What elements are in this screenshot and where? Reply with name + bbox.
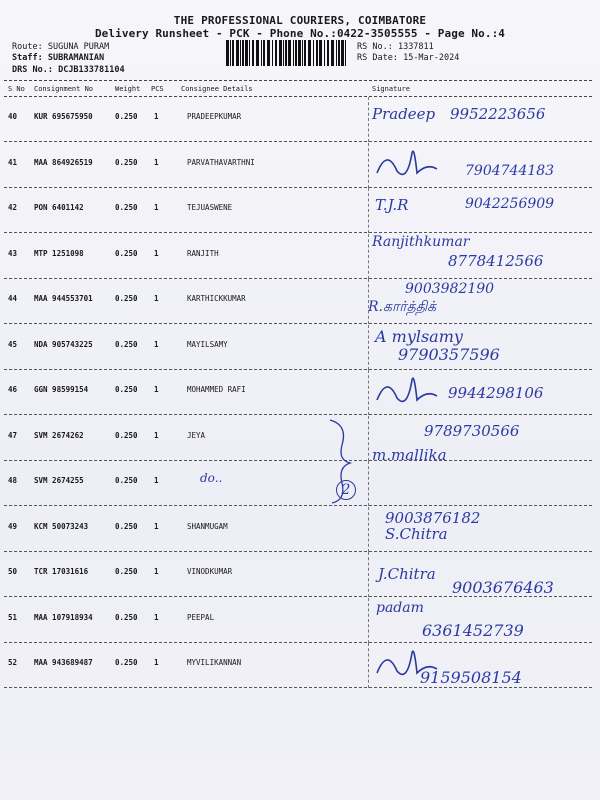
rs-date-line: [357, 53, 459, 63]
barcode-bar: [252, 40, 254, 66]
barcode-bar: [288, 40, 291, 66]
signature-text: J.Chitra: [378, 565, 436, 583]
barcode-bar: [319, 40, 322, 66]
weight: 0.250: [115, 294, 138, 303]
barcode-bar: [324, 40, 325, 66]
barcode-bar: [256, 40, 259, 66]
route-line: [12, 42, 109, 52]
signature-phone-number: 9042256909: [465, 196, 555, 212]
consignment-number: NDA 905743225: [34, 339, 93, 349]
signature-phone-number: 9944298106: [448, 384, 544, 402]
barcode-bar: [230, 40, 231, 66]
signature-phone-number: 9003876182: [385, 508, 481, 527]
pieces: 1: [154, 521, 159, 531]
table-row: [0, 598, 600, 643]
barcode-bar: [279, 40, 282, 66]
weight: 0.250: [115, 521, 138, 531]
route-value: SUGUNA PURAM: [47, 42, 110, 52]
signature-phone-number: 9790357596: [398, 344, 500, 364]
row-serial-number: 44: [8, 294, 18, 303]
circled-annotation: 2: [336, 480, 356, 500]
pieces: 1: [154, 385, 159, 394]
signature-column-divider: [368, 188, 369, 233]
consignee-name: do..: [200, 471, 223, 485]
row-serial-number: 49: [8, 521, 18, 531]
barcode-bar: [302, 40, 303, 66]
signature-column-divider: [368, 552, 369, 597]
consignment-number: TCR 17031616: [34, 567, 89, 576]
barcode-bar: [316, 40, 318, 66]
pieces: 1: [154, 203, 159, 212]
pieces: 1: [154, 658, 159, 667]
barcode-bar: [236, 40, 239, 66]
staff-line: [12, 53, 104, 63]
barcode-bar: [249, 40, 250, 66]
col-consignment: Consignment No: [34, 85, 94, 93]
consignment-number: MAA 864926519: [34, 157, 93, 167]
row-serial-number: 50: [8, 567, 18, 576]
company-name: THE PROFESSIONAL COURIERS, COIMBATORE: [173, 14, 427, 27]
table-row: [0, 461, 600, 506]
table-row: [0, 325, 600, 370]
barcode-bar: [285, 40, 287, 66]
table-row: [0, 370, 600, 415]
row-separator: [4, 687, 592, 688]
consignee-name: JEYA: [187, 430, 206, 440]
consignment-number: MAA 107918934: [34, 612, 93, 622]
table-row: [0, 552, 600, 597]
table-row: [0, 643, 600, 688]
signature-phone-number: 9003676463: [452, 578, 554, 597]
signature-phone-number: 6361452739: [422, 620, 524, 640]
row-serial-number: 48: [8, 476, 18, 485]
barcode: [226, 40, 350, 66]
staff-value: SUBRAMANIAN: [47, 53, 105, 63]
pieces: 1: [154, 248, 159, 258]
weight: 0.250: [115, 476, 138, 485]
consignee-name: VINODKUMAR: [187, 567, 233, 576]
barcode-bar: [232, 40, 234, 66]
row-serial-number: 51: [8, 612, 18, 622]
rs-date-value: 15-Mar-2024: [403, 53, 460, 63]
signature-column-divider: [368, 370, 369, 415]
row-serial-number: 43: [8, 248, 18, 258]
consignee-name: RANJITH: [187, 248, 219, 258]
weight: 0.250: [115, 658, 138, 667]
signature-text: Ranjithkumar: [372, 233, 470, 250]
signature-phone-number: 9952223656: [450, 105, 546, 123]
consignment-number: KCM 50073243: [34, 521, 89, 531]
consignment-number: GGN 98599154: [34, 385, 89, 394]
signature-phone-number: 7904744183: [465, 162, 555, 179]
signature-text: A mylsamy: [375, 326, 463, 346]
rs-no-line: [357, 42, 434, 52]
barcode-bar: [272, 40, 273, 66]
pieces: 1: [154, 567, 159, 576]
barcode-bar: [327, 40, 329, 66]
weight: 0.250: [115, 385, 138, 394]
signature-column-divider: [368, 143, 369, 188]
weight: 0.250: [115, 203, 138, 212]
barcode-bar: [304, 40, 306, 66]
header-top-rule: [4, 80, 592, 81]
consignee-name: PRADEEPKUMAR: [187, 112, 242, 121]
consignment-number: MAA 944553701: [34, 294, 93, 303]
barcode-bar: [293, 40, 294, 66]
pieces: 1: [154, 476, 159, 485]
rs-no-value: 1337811: [397, 42, 434, 52]
row-serial-number: 40: [8, 112, 18, 121]
col-sno: S No: [8, 85, 25, 93]
barcode-bar: [331, 40, 334, 66]
consignment-number: SVM 2674262: [34, 430, 84, 440]
barcode-bar: [267, 40, 270, 66]
consignee-name: MOHAMMED RAFI: [187, 385, 246, 394]
row-serial-number: 45: [8, 339, 18, 349]
consignment-number: MTP 1251098: [34, 248, 84, 258]
signature-phone-number: 9789730566: [424, 421, 520, 440]
consignment-number: PON 6401142: [34, 203, 84, 212]
signature-column-divider: [368, 598, 369, 643]
weight: 0.250: [115, 430, 138, 440]
weight: 0.250: [115, 157, 138, 167]
consignee-name: PARVATHAVARTHNI: [187, 157, 255, 167]
barcode-bar: [283, 40, 284, 66]
table-row: [0, 507, 600, 552]
consignee-name: TEJUASWENE: [187, 203, 233, 212]
barcode-bar: [313, 40, 314, 66]
consignment-number: KUR 695675950: [34, 112, 93, 121]
barcode-bar: [242, 40, 244, 66]
rs-date-label: RS Date:: [357, 53, 398, 63]
signature-text: R.கார்த்திக்: [368, 299, 437, 315]
staff-label: Staff:: [12, 53, 43, 63]
signature-column-divider: [368, 325, 369, 370]
signature-text: S.Chitra: [385, 524, 448, 543]
row-serial-number: 42: [8, 203, 18, 212]
barcode-bar: [263, 40, 265, 66]
signature-phone-number: 9159508154: [420, 668, 522, 687]
barcode-bar: [308, 40, 311, 66]
signature-column-divider: [368, 643, 369, 688]
weight: 0.250: [115, 248, 138, 258]
table-row: [0, 188, 600, 233]
drs-line: [12, 65, 125, 75]
barcode-bar: [226, 40, 229, 66]
rs-no-label: RS No.:: [357, 42, 393, 52]
col-weight: Weight: [115, 85, 141, 93]
consignee-name: KARTHICKKUMAR: [187, 294, 246, 303]
col-pcs: PCS: [151, 85, 164, 93]
weight: 0.250: [115, 339, 138, 349]
drs-label: DRS No.:: [12, 65, 53, 75]
barcode-bar: [245, 40, 248, 66]
table-row: [0, 416, 600, 464]
barcode-bar: [336, 40, 337, 66]
signature-scribble: [372, 370, 442, 410]
pieces: 1: [154, 294, 159, 303]
signature-text: Pradeep: [372, 105, 436, 123]
weight: 0.250: [115, 112, 138, 121]
barcode-bar: [240, 40, 241, 66]
route-label: Route:: [12, 42, 43, 52]
signature-text: m.mallika: [372, 445, 447, 464]
barcode-bar: [275, 40, 277, 66]
signature-phone-number: 8778412566: [448, 251, 544, 270]
signature-column-divider: [368, 97, 369, 142]
consignee-name: MYVILIKANNAN: [187, 658, 242, 667]
pieces: 1: [154, 339, 159, 349]
signature-column-divider: [368, 507, 369, 552]
row-serial-number: 46: [8, 385, 18, 394]
pieces: 1: [154, 612, 159, 622]
consignee-name: SHANMUGAM: [187, 521, 228, 531]
consignment-number: SVM 2674255: [34, 476, 84, 485]
pieces: 1: [154, 430, 159, 440]
signature-column-divider: [368, 234, 369, 279]
col-consignee: Consignee Details: [181, 85, 253, 93]
col-signature: Signature: [372, 85, 410, 93]
table-row: [0, 97, 600, 142]
signature-text: T.J.R: [375, 196, 409, 214]
barcode-bar: [345, 40, 346, 66]
consignee-name: MAYILSAMY: [187, 339, 228, 349]
barcode-bar: [298, 40, 301, 66]
barcode-bar: [338, 40, 340, 66]
table-row: [0, 143, 600, 188]
table-row: [0, 234, 600, 279]
pieces: 1: [154, 157, 159, 167]
pieces: 1: [154, 112, 159, 121]
weight: 0.250: [115, 567, 138, 576]
signature-scribble: [372, 143, 442, 183]
consignee-name: PEEPAL: [187, 612, 215, 622]
table-row: [0, 279, 600, 324]
row-serial-number: 47: [8, 430, 18, 440]
drs-value: DCJB133781104: [58, 65, 125, 75]
consignment-number: MAA 943689487: [34, 658, 93, 667]
runsheet-title: Delivery Runsheet - PCK - Phone No.:0422-3505555 - Page No.:4: [94, 27, 506, 40]
signature-phone-number: 9003982190: [405, 281, 495, 297]
row-serial-number: 41: [8, 157, 18, 167]
barcode-bar: [341, 40, 344, 66]
barcode-bar: [295, 40, 297, 66]
weight: 0.250: [115, 612, 138, 622]
signature-text: padam: [376, 599, 424, 616]
barcode-bar: [261, 40, 262, 66]
row-serial-number: 52: [8, 658, 18, 667]
